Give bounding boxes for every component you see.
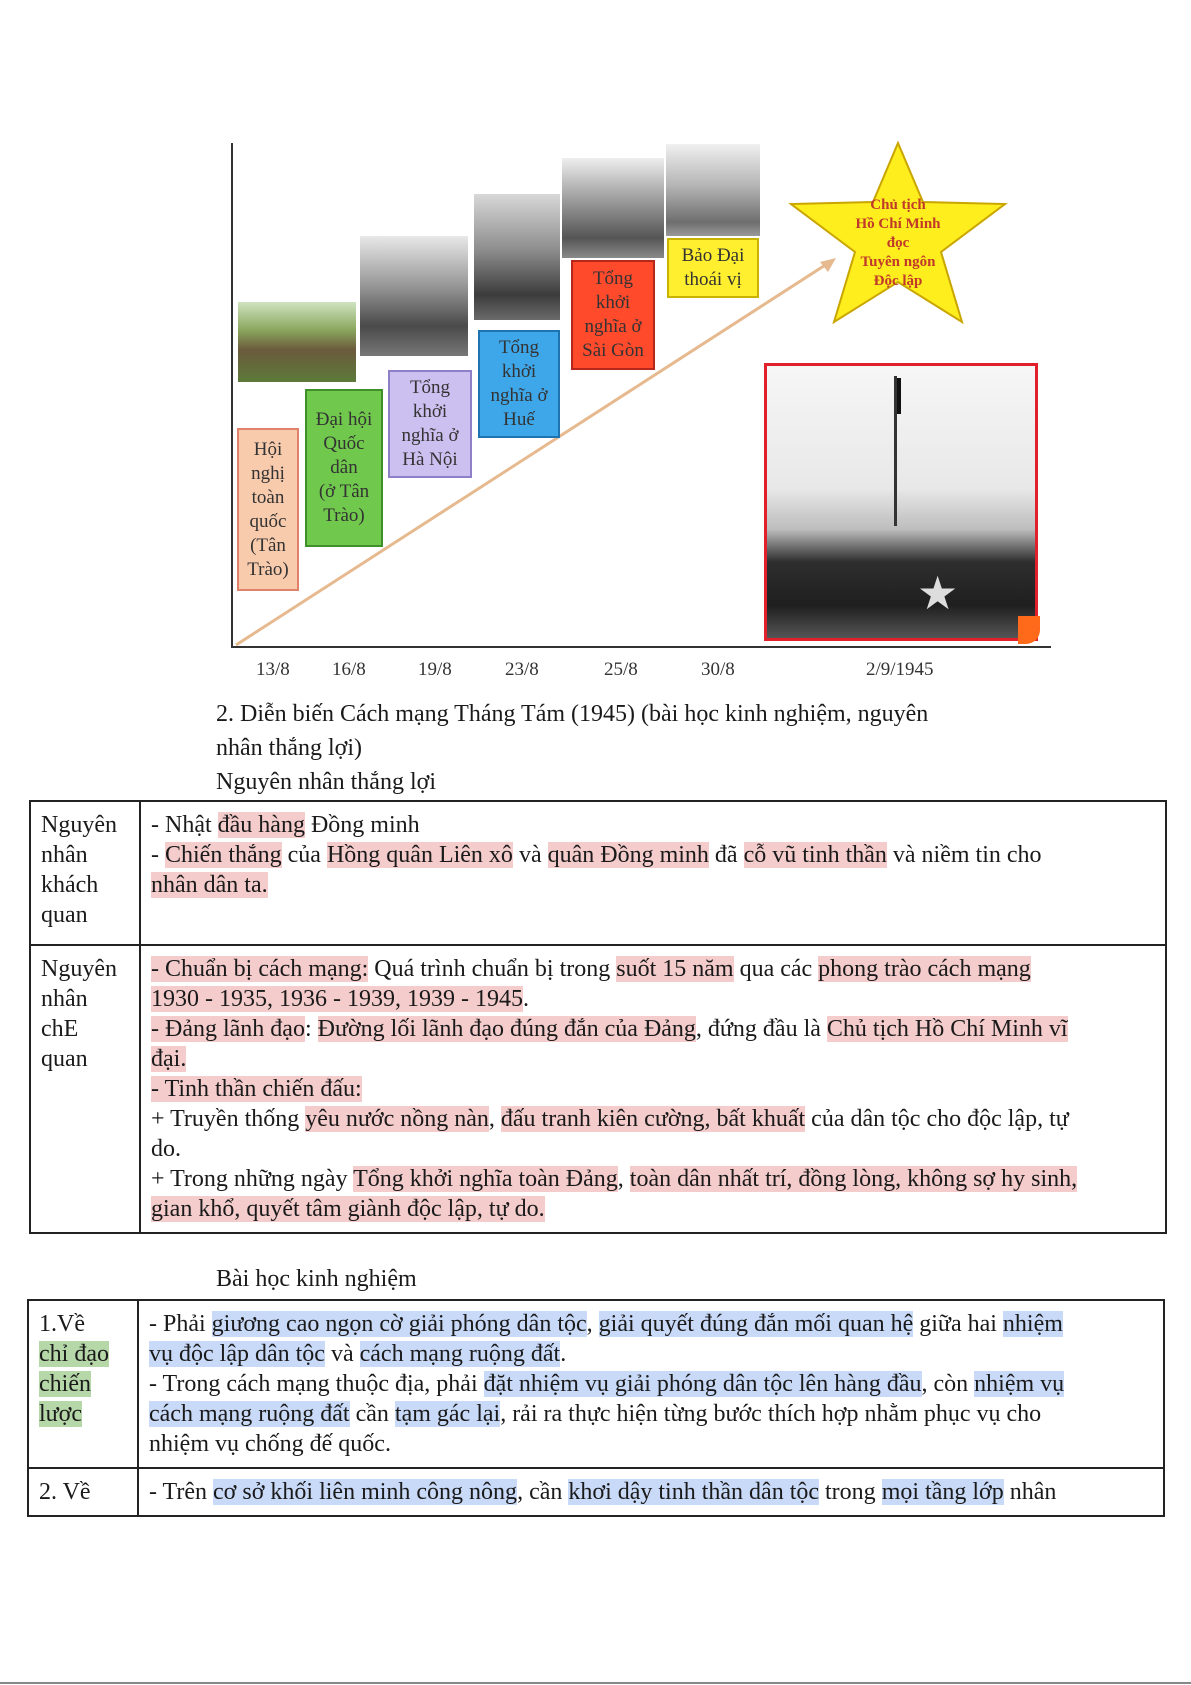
content-line: nhiệm vụ chống đế quốc. (149, 1431, 391, 1457)
row-label: Nguyên (41, 812, 117, 838)
highlight: Đảng lãnh đạo (165, 1016, 305, 1042)
photo-hue-gate (474, 194, 560, 320)
highlight: cách mạng ruộng đất (149, 1401, 350, 1427)
star-label: Chủ tịch Hồ Chí Minh đọc Tuyên ngôn Độc lập (855, 197, 941, 289)
highlight: cỗ vũ tinh thần (743, 842, 887, 868)
text: . (560, 1341, 567, 1367)
tick-label: 23/8 (505, 659, 539, 680)
text: và (324, 1341, 360, 1367)
text: của (281, 842, 327, 868)
heading-line: 2. Diễn biến Cách mạng Tháng Tám (1945) (bài học kinh nghiệm, nguyên (216, 701, 929, 727)
text: qua các (733, 956, 819, 982)
text: - (151, 842, 165, 868)
content-line: do. (151, 1136, 181, 1162)
text: . (522, 986, 529, 1012)
highlight: yêu nước nồng nàn (305, 1106, 489, 1132)
table-row (30, 801, 1166, 945)
content-line (151, 984, 1155, 1014)
text: + Truyền thống (151, 1106, 306, 1132)
highlight: - (151, 956, 165, 982)
highlight: gian khổ, quyết tâm giành độc lập, tự do. (151, 1196, 545, 1222)
text: - Phải (149, 1311, 212, 1337)
text: , (488, 1106, 501, 1132)
text: cần (349, 1401, 395, 1427)
event-box-hue (478, 330, 560, 438)
row-label: nhân (41, 842, 88, 868)
text: - Trên (149, 1479, 214, 1505)
text: + Trong những ngày (151, 1166, 354, 1192)
content-line (151, 954, 1155, 984)
highlight: lược (39, 1401, 83, 1427)
highlight: 1930 - 1935, 1936 - 1939, 1939 - 1945 (151, 986, 523, 1012)
event-box-sai-gon (571, 260, 655, 370)
row2-label-cell: 2. Về (28, 1468, 138, 1516)
text: : (304, 1016, 318, 1042)
highlight: nhân dân ta (151, 872, 262, 898)
highlight: khơi dậy tinh thần dân tộc (568, 1479, 820, 1505)
strategy-label-cell (28, 1300, 138, 1468)
tick-label: 13/8 (256, 659, 290, 680)
row-label (39, 1369, 127, 1399)
highlight: Chủ tịch Hồ Chí Minh vĩ (826, 1016, 1068, 1042)
y-axis (231, 143, 233, 648)
section-heading (216, 697, 928, 799)
highlight: cách mạng ruộng đất (359, 1341, 561, 1367)
strategy-content-cell (138, 1300, 1164, 1468)
highlight: - (151, 1076, 165, 1102)
row-label: nhân (41, 986, 88, 1012)
highlight: toàn dân nhất trí, đồng lòng, không sợ hy sinh, (629, 1166, 1078, 1192)
table-row (30, 945, 1166, 1233)
highlight: - (151, 1016, 165, 1042)
objective-label-cell (30, 801, 140, 945)
causes-table (29, 800, 1167, 1234)
row-label (39, 1339, 127, 1369)
highlight: chỉ đạo (39, 1341, 109, 1367)
arrow-head (820, 258, 836, 272)
row2-content-cell (138, 1468, 1164, 1516)
content-line (149, 1309, 1153, 1339)
highlight: giải quyết đúng đắn mối quan hệ (598, 1311, 914, 1337)
highlight: quân Đồng minh (547, 842, 709, 868)
content-line (149, 1339, 1153, 1369)
highlight: đặt nhiệm vụ giải phóng dân tộc lên hàng đầu (483, 1371, 922, 1397)
text: Quá trình chuẩn bị trong (368, 956, 617, 982)
event-box-dai-hoi (305, 389, 383, 547)
content-line (151, 1014, 1155, 1044)
heading-line: nhân thắng lợi) (216, 735, 362, 761)
content-line (151, 1194, 1155, 1224)
text: trong (819, 1479, 882, 1505)
highlight: đầu hàng (217, 812, 305, 838)
highlight: Chuẩn bị cách mạng: (165, 956, 369, 982)
highlight: phong trào cách mạng (818, 956, 1031, 982)
highlight: Hồng quân Liên xô (326, 842, 513, 868)
highlight: nhiệm (1002, 1311, 1063, 1337)
table-row (28, 1468, 1164, 1516)
highlight: Tổng khởi nghĩa toàn Đảng (353, 1166, 618, 1192)
highlight: đại. (151, 1046, 187, 1072)
highlight: đấu tranh kiên cường, bất khuất (500, 1106, 806, 1132)
tick-label: 2/9/1945 (866, 659, 934, 680)
highlight: vụ độc lập dân tộc (149, 1341, 325, 1367)
content-line (149, 1477, 1153, 1507)
event-label: Hội nghị toàn quốc (Tân Trào) (247, 438, 289, 580)
highlight: Đường lối lãnh đạo đúng đắn của Đảng (317, 1016, 696, 1042)
row-label: chE (41, 1016, 79, 1042)
table-row (28, 1300, 1164, 1468)
text: , (586, 1311, 599, 1337)
x-axis (231, 646, 1051, 648)
objective-content-cell (140, 801, 1166, 945)
text: của dân tộc cho độc lập, tự (805, 1106, 1069, 1132)
subjective-content-cell (140, 945, 1166, 1233)
photo-tan-trao-hut (238, 302, 356, 382)
text: nhân (1003, 1479, 1057, 1505)
highlight: Chiến thắng (165, 842, 282, 868)
content-line (151, 1164, 1155, 1194)
text: và (512, 842, 548, 868)
flag (897, 378, 901, 414)
event-box-hoi-nghi (237, 428, 299, 591)
content-line (151, 1074, 1155, 1104)
highlight: cơ sở khối liên minh công nông (213, 1479, 518, 1505)
row-label: quan (41, 902, 88, 928)
content-line (151, 870, 1155, 900)
text: , rải ra thực hiện từng bước thích hợp nhằm phục vụ cho (500, 1401, 1042, 1427)
highlight: mọi tầng lớp (881, 1479, 1004, 1505)
tick-label: 30/8 (701, 659, 735, 680)
content-line (151, 810, 1155, 840)
photo-ba-dinh-rally (764, 363, 1038, 641)
row-label: quan (41, 1046, 88, 1072)
text: giữa hai (913, 1311, 1003, 1337)
text: , đứng đầu là (695, 1016, 827, 1042)
event-box-ha-noi (388, 370, 472, 478)
timeline-figure (0, 0, 1191, 700)
flag-star-icon: ★ (917, 568, 959, 619)
event-box-bao-dai (667, 238, 759, 298)
highlight: suốt 15 năm (616, 956, 734, 982)
lessons-title: Bài học kinh nghiệm (216, 1266, 417, 1292)
event-label: Tổng khởi nghĩa ở Huế (490, 337, 548, 430)
lessons-table (27, 1299, 1165, 1517)
event-label: Đại hội Quốc dân (ở Tân Trào) (315, 409, 373, 526)
photo-saigon-march (562, 158, 664, 258)
tick-label: 16/8 (332, 659, 366, 680)
row-label: 1.Về (39, 1311, 85, 1337)
subheading-causes: Nguyên nhân thắng lợi (216, 769, 436, 795)
text: , (617, 1166, 630, 1192)
tick-label: 19/8 (418, 659, 452, 680)
event-label: Tổng khởi nghĩa ở Sài Gòn (582, 268, 644, 361)
content-line (149, 1369, 1153, 1399)
highlight: chiến (39, 1371, 91, 1397)
text: - Trong cách mạng thuộc địa, phải (149, 1371, 484, 1397)
content-line (151, 840, 1155, 870)
content-line (151, 1044, 1155, 1074)
highlight: nhiệm vụ (974, 1371, 1065, 1397)
row-label: Nguyên (41, 956, 117, 982)
highlight: tạm gác lại (394, 1401, 501, 1427)
text: Đồng minh (304, 812, 420, 838)
text: và niềm tin cho (886, 842, 1042, 868)
text: đã (708, 842, 744, 868)
highlight: . (261, 872, 268, 898)
highlight: Tinh thần chiến đấu: (164, 1076, 362, 1102)
event-label: Bảo Đại thoái vị (681, 245, 745, 290)
photo-bao-dai (666, 144, 760, 236)
content-line (151, 1104, 1155, 1134)
content-line (149, 1399, 1153, 1429)
row-label (39, 1399, 127, 1429)
text: , còn (921, 1371, 975, 1397)
text: , cần (517, 1479, 569, 1505)
page-bottom-rule (0, 1682, 1191, 1684)
subjective-label-cell (30, 945, 140, 1233)
photo-hanoi-crowd (360, 236, 468, 356)
row-label: khách (41, 872, 99, 898)
highlight: giương cao ngọn cờ giải phóng dân tộc (211, 1311, 587, 1337)
tick-label: 25/8 (604, 659, 638, 680)
text: - Nhật (151, 812, 218, 838)
event-label: Tổng khởi nghĩa ở Hà Nội (401, 377, 459, 470)
